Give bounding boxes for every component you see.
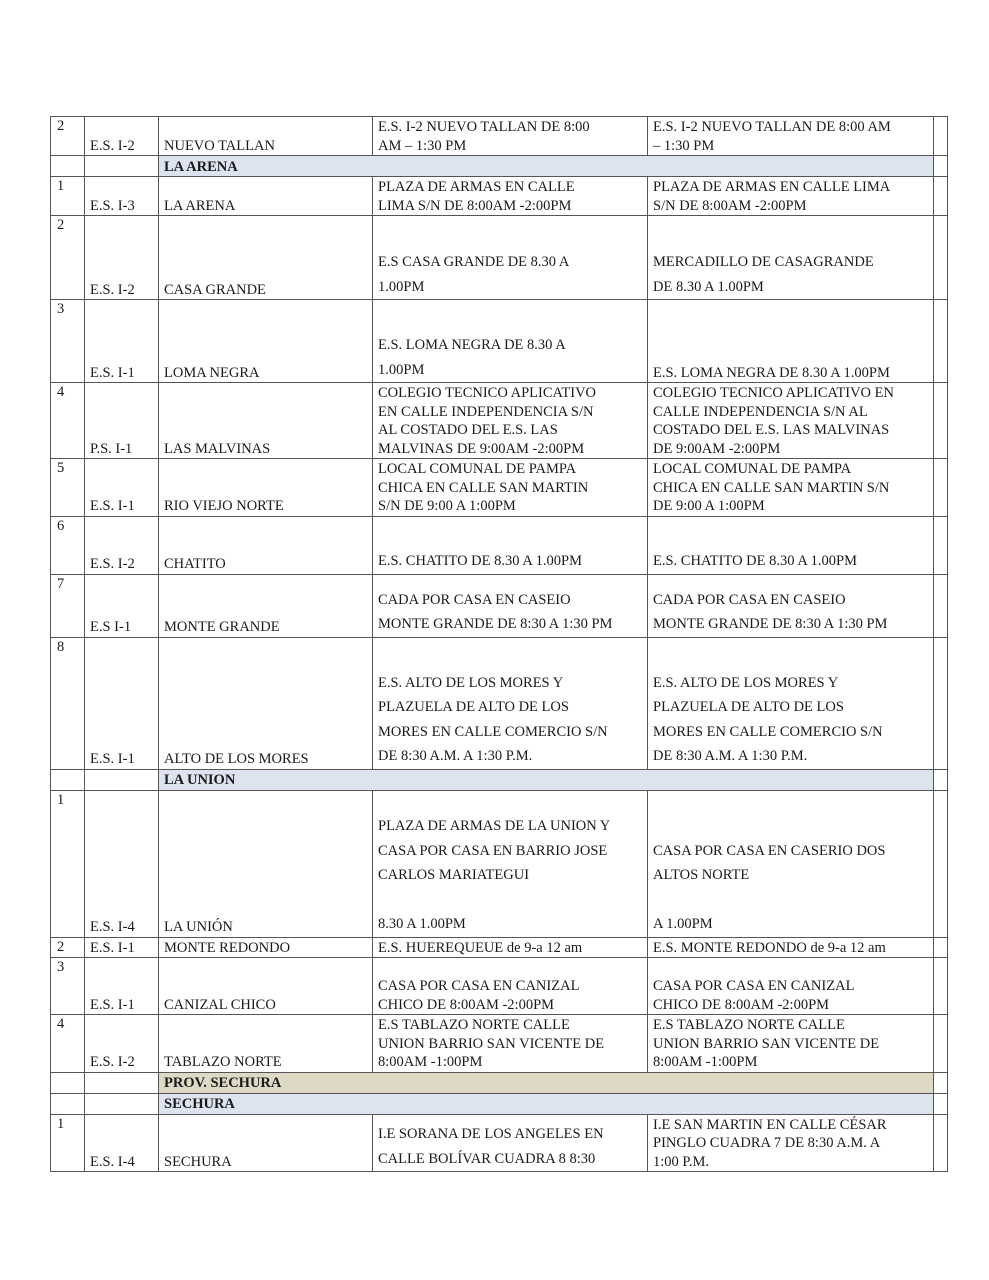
vaccination-site-day-2: CADA POR CASA EN CASEIO MONTE GRANDE DE 8:30 A 1:30 PM [648,574,934,637]
vaccination-site-day-2: E.S. CHATITO DE 8.30 A 1.00PM [648,516,934,574]
district-header-row [51,1072,948,1093]
locality-name: SECHURA [159,1114,373,1172]
district-header-row [51,1093,948,1114]
row-number: 2 [51,216,85,300]
vaccination-site-day-2: MERCADILLO DE CASAGRANDE DE 8.30 A 1.00PM [648,216,934,300]
margin-cell [934,300,948,383]
margin-cell [934,1072,948,1093]
vaccination-site-day-2: E.S. ALTO DE LOS MORES Y PLAZUELA DE ALTO DE LOS MORES EN CALLE COMERCIO S/N DE 8:30 A.M. A 1:30 P.M. [648,637,934,769]
margin-cell [934,383,948,459]
schedule-row [51,937,948,958]
locality-name: LOMA NEGRA [159,300,373,383]
facility-code: E.S. I-2 [85,216,159,300]
margin-cell [934,156,948,177]
row-number-cell [51,1072,85,1093]
schedule-row [51,177,948,216]
vaccination-site-day-2: LOCAL COMUNAL DE PAMPA CHICA EN CALLE SAN MARTIN S/N DE 9:00 A 1:00PM [648,459,934,517]
margin-cell [934,216,948,300]
row-number: 8 [51,637,85,769]
vaccination-site-day-1: CASA POR CASA EN CANIZAL CHICO DE 8:00AM -2:00PM [373,958,648,1015]
vaccination-site-day-2: E.S TABLAZO NORTE CALLE UNION BARRIO SAN VICENTE DE 8:00AM -1:00PM [648,1015,934,1073]
margin-cell [934,574,948,637]
margin-cell [934,1015,948,1073]
row-number: 1 [51,1114,85,1172]
row-number: 4 [51,383,85,459]
vaccination-site-day-1: E.S TABLAZO NORTE CALLE UNION BARRIO SAN VICENTE DE 8:00AM -1:00PM [373,1015,648,1073]
schedule-row [51,459,948,517]
schedule-row [51,383,948,459]
schedule-row [51,1015,948,1073]
locality-name: LA UNIÓN [159,790,373,937]
facility-code: E.S. I-4 [85,1114,159,1172]
margin-cell [934,177,948,216]
vaccination-site-day-2: E.S. LOMA NEGRA DE 8.30 A 1.00PM [648,300,934,383]
vaccination-site-day-2: E.S. MONTE REDONDO de 9-a 12 am [648,937,934,958]
district-header-row [51,156,948,177]
schedule-row [51,574,948,637]
facility-code: E.S. I-1 [85,637,159,769]
row-number: 3 [51,300,85,383]
schedule-body [51,117,948,1172]
margin-cell [934,958,948,1015]
row-number: 2 [51,117,85,156]
row-number-cell [51,1093,85,1114]
schedule-row [51,117,948,156]
locality-name: CANIZAL CHICO [159,958,373,1015]
row-number: 1 [51,177,85,216]
facility-code: E.S. I-1 [85,459,159,517]
row-number: 1 [51,790,85,937]
vaccination-site-day-1: PLAZA DE ARMAS EN CALLE LIMA S/N DE 8:00AM -2:00PM [373,177,648,216]
locality-name: CASA GRANDE [159,216,373,300]
margin-cell [934,937,948,958]
locality-name: CHATITO [159,516,373,574]
vaccination-site-day-1: E.S. LOMA NEGRA DE 8.30 A 1.00PM [373,300,648,383]
margin-cell [934,459,948,517]
row-number: 6 [51,516,85,574]
row-number: 4 [51,1015,85,1073]
row-number: 3 [51,958,85,1015]
locality-name: NUEVO TALLAN [159,117,373,156]
vaccination-site-day-2: PLAZA DE ARMAS EN CALLE LIMA S/N DE 8:00AM -2:00PM [648,177,934,216]
vaccination-site-day-1: CADA POR CASA EN CASEIO MONTE GRANDE DE 8:30 A 1:30 PM [373,574,648,637]
schedule-row [51,216,948,300]
row-number: 7 [51,574,85,637]
margin-cell [934,516,948,574]
row-number: 5 [51,459,85,517]
locality-name: ALTO DE LOS MORES [159,637,373,769]
row-number-cell [51,156,85,177]
margin-cell [934,117,948,156]
vaccination-schedule-table [50,116,948,1172]
district-label: SECHURA [159,1093,934,1114]
facility-code-cell [85,156,159,177]
facility-code: E.S. I-3 [85,177,159,216]
row-number: 2 [51,937,85,958]
locality-name: TABLAZO NORTE [159,1015,373,1073]
vaccination-site-day-1: LOCAL COMUNAL DE PAMPA CHICA EN CALLE SAN MARTIN S/N DE 9:00 A 1:00PM [373,459,648,517]
facility-code: E.S. I-2 [85,1015,159,1073]
margin-cell [934,637,948,769]
vaccination-site-day-2: CASA POR CASA EN CANIZAL CHICO DE 8:00AM -2:00PM [648,958,934,1015]
schedule-row [51,637,948,769]
schedule-row [51,790,948,937]
district-label: PROV. SECHURA [159,1072,934,1093]
schedule-row [51,1114,948,1172]
facility-code-cell [85,1093,159,1114]
vaccination-site-day-1: E.S. HUEREQUEUE de 9-a 12 am [373,937,648,958]
facility-code-cell [85,769,159,790]
vaccination-site-day-1: I.E SORANA DE LOS ANGELES EN CALLE BOLÍVAR CUADRA 8 8:30 [373,1114,648,1172]
locality-name: MONTE GRANDE [159,574,373,637]
schedule-row [51,300,948,383]
district-header-row [51,769,948,790]
facility-code: E.S. I-2 [85,117,159,156]
vaccination-site-day-1: E.S. ALTO DE LOS MORES Y PLAZUELA DE ALTO DE LOS MORES EN CALLE COMERCIO S/N DE 8:30 A.M. A 1:30 P.M. [373,637,648,769]
vaccination-site-day-1: E.S. I-2 NUEVO TALLAN DE 8:00 AM – 1:30 PM [373,117,648,156]
vaccination-site-day-2: E.S. I-2 NUEVO TALLAN DE 8:00 AM – 1:30 PM [648,117,934,156]
vaccination-site-day-2: I.E SAN MARTIN EN CALLE CÉSAR PINGLO CUADRA 7 DE 8:30 A.M. A 1:00 P.M. [648,1114,934,1172]
margin-cell [934,790,948,937]
facility-code: E.S. I-4 [85,790,159,937]
vaccination-site-day-1: COLEGIO TECNICO APLICATIVO EN CALLE INDEPENDENCIA S/N AL COSTADO DEL E.S. LAS MALVINAS DE 9:00AM -2:00PM [373,383,648,459]
schedule-row [51,958,948,1015]
vaccination-site-day-1: PLAZA DE ARMAS DE LA UNION Y CASA POR CASA EN BARRIO JOSE CARLOS MARIATEGUI 8.30 A 1.00PM [373,790,648,937]
facility-code-cell [85,1072,159,1093]
schedule-row [51,516,948,574]
vaccination-site-day-1: E.S CASA GRANDE DE 8.30 A 1.00PM [373,216,648,300]
locality-name: MONTE REDONDO [159,937,373,958]
locality-name: RIO VIEJO NORTE [159,459,373,517]
vaccination-site-day-2: COLEGIO TECNICO APLICATIVO EN CALLE INDEPENDENCIA S/N AL COSTADO DEL E.S. LAS MALVINAS DE 9:00AM -2:00PM [648,383,934,459]
facility-code: E.S. I-1 [85,958,159,1015]
margin-cell [934,1114,948,1172]
facility-code: E.S. I-1 [85,300,159,383]
facility-code: E.S. I-2 [85,516,159,574]
row-number-cell [51,769,85,790]
district-label: LA ARENA [159,156,934,177]
margin-cell [934,1093,948,1114]
facility-code: E.S I-1 [85,574,159,637]
facility-code: P.S. I-1 [85,383,159,459]
district-label: LA UNION [159,769,934,790]
margin-cell [934,769,948,790]
vaccination-site-day-1: E.S. CHATITO DE 8.30 A 1.00PM [373,516,648,574]
vaccination-site-day-2: CASA POR CASA EN CASERIO DOS ALTOS NORTE A 1.00PM [648,790,934,937]
locality-name: LA ARENA [159,177,373,216]
locality-name: LAS MALVINAS [159,383,373,459]
facility-code: E.S. I-1 [85,937,159,958]
